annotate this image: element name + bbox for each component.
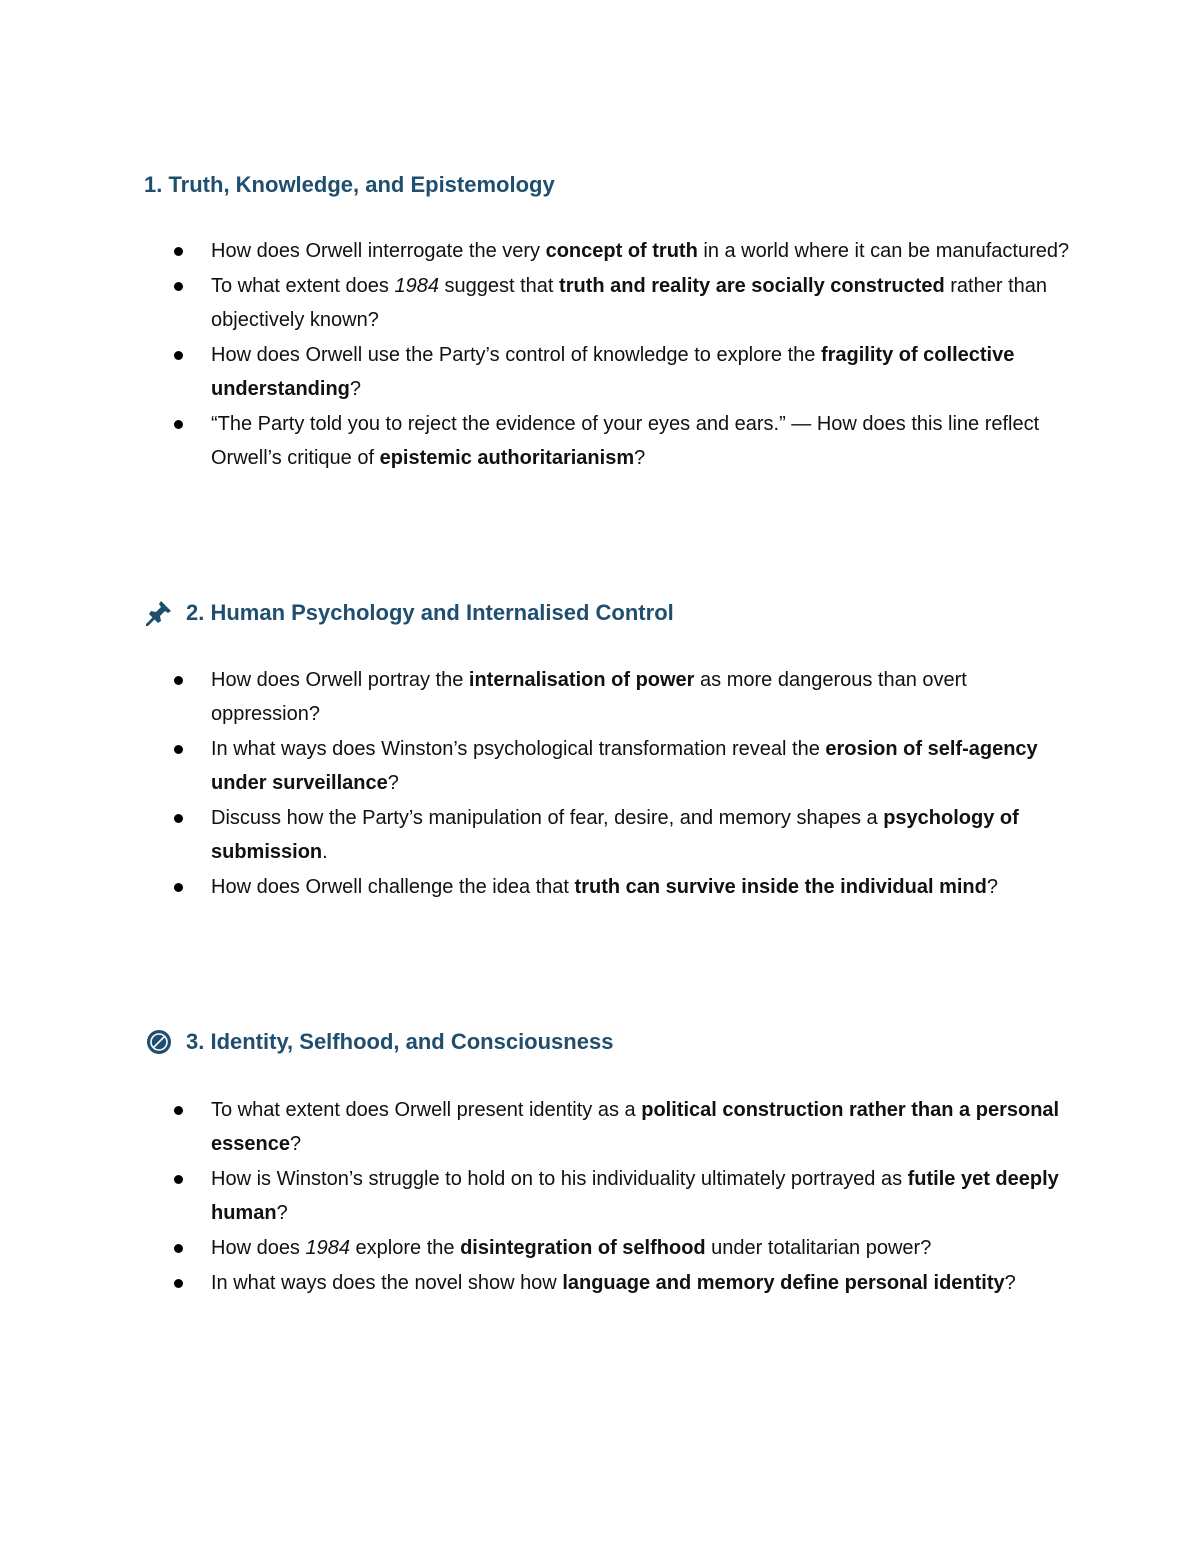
bullet-icon xyxy=(174,1244,183,1253)
question-text: ? xyxy=(349,378,362,400)
bullet-icon xyxy=(174,814,183,823)
bullet-icon xyxy=(174,883,183,892)
question-text: How does Orwell interrogate the very xyxy=(211,240,546,262)
emphasis-text: truth and reality are socially constructed xyxy=(559,275,945,297)
section-heading xyxy=(144,172,555,198)
section-heading xyxy=(144,598,674,628)
bullet-icon xyxy=(174,1106,183,1115)
question-item xyxy=(170,870,1070,904)
question-item xyxy=(170,1266,1070,1300)
bullet-icon xyxy=(174,1175,183,1184)
question-text: How does Orwell portray the xyxy=(211,669,469,691)
bullet-icon xyxy=(174,1279,183,1288)
question-item xyxy=(170,801,1070,869)
question-item xyxy=(170,1231,1070,1265)
badge-icon xyxy=(144,1027,174,1057)
question-list xyxy=(170,234,1070,476)
question-text: In what ways does the novel show how xyxy=(211,1272,563,1294)
bullet-icon xyxy=(174,420,183,429)
question-item xyxy=(170,338,1070,406)
bullet-icon xyxy=(174,676,183,685)
question-text: How does xyxy=(211,1237,306,1259)
emphasis-text: concept of truth xyxy=(545,240,698,262)
question-item xyxy=(170,1093,1070,1161)
emphasis-text: internalisation of power xyxy=(468,669,695,691)
emphasis-text: language and memory define personal identity xyxy=(562,1272,1005,1294)
question-text: under totalitarian power? xyxy=(705,1237,932,1259)
question-text: ? xyxy=(289,1133,302,1155)
pushpin-icon xyxy=(144,598,174,628)
bullet-icon xyxy=(174,282,183,291)
title-italic: 1984 xyxy=(305,1237,350,1259)
question-item xyxy=(170,269,1070,337)
question-text: How does Orwell use the Party’s control of knowledge to explore the xyxy=(211,344,821,366)
emphasis-text: political construction rather than a personal essence xyxy=(211,1099,1060,1155)
title-italic: 1984 xyxy=(394,275,439,297)
question-text: Discuss how the Party’s manipulation of fear, desire, and memory shapes a xyxy=(211,807,884,829)
question-text: To what extent does xyxy=(211,275,395,297)
bullet-icon xyxy=(174,745,183,754)
section-heading xyxy=(144,1027,613,1057)
question-list xyxy=(170,663,1070,905)
question-text: suggest that xyxy=(438,275,560,297)
section-heading-text: 3. Identity, Selfhood, and Consciousness xyxy=(186,1029,614,1054)
question-text: How is Winston’s struggle to hold on to his individuality ultimately portrayed as xyxy=(211,1168,908,1190)
question-item xyxy=(170,234,1070,268)
emphasis-text: epistemic authoritarianism xyxy=(379,447,635,469)
emphasis-text: truth can survive inside the individual mind xyxy=(574,876,987,898)
emphasis-text: disintegration of selfhood xyxy=(460,1237,706,1259)
bullet-icon xyxy=(174,247,183,256)
section-heading-text: 2. Human Psychology and Internalised Control xyxy=(186,600,674,625)
question-item xyxy=(170,1162,1070,1230)
question-text: “The Party told you to reject the evidence of your eyes and ears.” — How does this line reflect Orwell’s critique of xyxy=(211,413,1040,469)
question-text: ? xyxy=(276,1202,288,1224)
question-text: ? xyxy=(1004,1272,1016,1294)
question-text: rather than objectively known? xyxy=(211,275,1048,331)
question-text: ? xyxy=(387,772,399,794)
question-item xyxy=(170,407,1070,475)
bullet-icon xyxy=(174,351,183,360)
question-item xyxy=(170,732,1070,800)
emphasis-text: psychology of submission xyxy=(211,807,1019,863)
question-text: . xyxy=(322,841,328,863)
question-item xyxy=(170,663,1070,731)
question-text: How does Orwell challenge the idea that xyxy=(211,876,575,898)
question-text: ? xyxy=(986,876,998,898)
question-text: In what ways does Winston’s psychological transformation reveal the xyxy=(211,738,826,760)
section-heading-text: 1. Truth, Knowledge, and Epistemology xyxy=(144,172,555,197)
emphasis-text: fragility of collective understanding xyxy=(211,344,1015,400)
question-text: as more dangerous than overt oppression? xyxy=(211,669,967,725)
question-text: in a world where it can be manufactured? xyxy=(697,240,1070,262)
question-text: ? xyxy=(634,447,646,469)
question-text: explore the xyxy=(350,1237,461,1259)
emphasis-text: futile yet deeply human xyxy=(211,1168,1059,1224)
emphasis-text: erosion of self-agency under surveillance xyxy=(211,738,1038,794)
question-list xyxy=(170,1093,1070,1301)
question-text: To what extent does Orwell present identity as a xyxy=(211,1099,642,1121)
